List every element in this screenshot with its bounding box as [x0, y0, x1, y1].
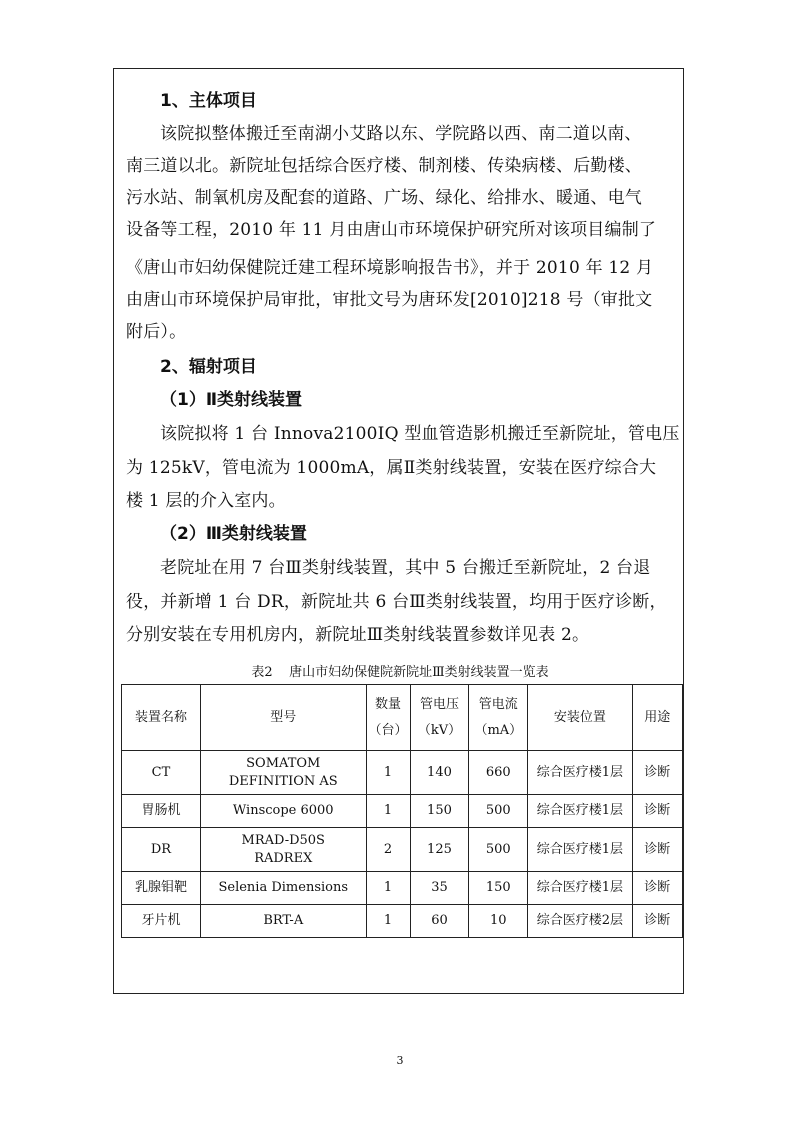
header-tube-current: 管电流 （mA） [469, 685, 528, 751]
cell-tube-current: 660 [469, 751, 528, 795]
cell-quantity: 1 [366, 905, 410, 938]
table-caption: 表2 唐山市妇幼保健院新院址Ⅲ类射线装置一览表 [251, 665, 549, 680]
cell-tube-voltage: 60 [410, 905, 469, 938]
cell-tube-voltage: 140 [410, 751, 469, 795]
cell-purpose: 诊断 [632, 751, 682, 795]
table-row [122, 872, 683, 905]
device-table [121, 684, 683, 938]
cell-purpose: 诊断 [632, 828, 682, 872]
paragraph-line: 《唐山市妇幼保健院迁建工程环境影响报告书》，并于 2010 年 12 月 [126, 258, 654, 278]
header-install-location: 安装位置 [528, 685, 632, 751]
paragraph-line: 污水站、制氧机房及配套的道路、广场、绿化、给排水、暖通、电气 [126, 188, 642, 208]
table-row [122, 751, 683, 795]
cell-install-location: 综合医疗楼1层 [528, 751, 632, 795]
page-number: 3 [396, 1054, 404, 1067]
cell-tube-voltage: 125 [410, 828, 469, 872]
cell-device-name: CT [122, 751, 201, 795]
subsection-heading-class2: （1）Ⅱ类射线装置 [160, 390, 303, 410]
cell-quantity: 1 [366, 872, 410, 905]
paragraph-line: 该院拟将 1 台 Innova2100IQ 型血管造影机搬迁至新院址，管电压 [160, 424, 680, 444]
paragraph-line: 该院拟整体搬迁至南湖小艾路以东、学院路以西、南二道以南、 [160, 124, 642, 144]
cell-quantity: 1 [366, 751, 410, 795]
cell-device-name: 牙片机 [122, 905, 201, 938]
cell-device-name: DR [122, 828, 201, 872]
paragraph-line: 老院址在用 7 台Ⅲ类射线装置，其中 5 台搬迁至新院址，2 台退 [160, 558, 651, 578]
paragraph-line: 南三道以北。新院址包括综合医疗楼、制剂楼、传染病楼、后勤楼、 [126, 156, 642, 176]
paragraph-line: 楼 1 层的介入室内。 [126, 491, 286, 511]
cell-install-location: 综合医疗楼1层 [528, 828, 632, 872]
cell-purpose: 诊断 [632, 795, 682, 828]
section-heading-radiation-project: 2、辐射项目 [160, 357, 257, 377]
table-row [122, 795, 683, 828]
cell-model: Selenia Dimensions [200, 872, 366, 905]
cell-tube-current: 500 [469, 828, 528, 872]
cell-device-name: 胃肠机 [122, 795, 201, 828]
section-heading-main-project: 1、主体项目 [160, 91, 257, 111]
table-row [122, 905, 683, 938]
cell-tube-current: 10 [469, 905, 528, 938]
cell-tube-voltage: 150 [410, 795, 469, 828]
cell-install-location: 综合医疗楼1层 [528, 795, 632, 828]
cell-model: BRT-A [200, 905, 366, 938]
paragraph-line: 分别安装在专用机房内，新院址Ⅲ类射线装置参数详见表 2。 [126, 625, 590, 645]
cell-tube-voltage: 35 [410, 872, 469, 905]
cell-purpose: 诊断 [632, 905, 682, 938]
cell-quantity: 1 [366, 795, 410, 828]
header-tube-voltage: 管电压 （kV） [410, 685, 469, 751]
table-row [122, 828, 683, 872]
cell-model: MRAD-D50S RADREX [200, 828, 366, 872]
cell-install-location: 综合医疗楼1层 [528, 872, 632, 905]
cell-model: Winscope 6000 [200, 795, 366, 828]
paragraph-line: 为 125kV，管电流为 1000mA，属Ⅱ类射线装置，安装在医疗综合大 [126, 458, 657, 478]
cell-tube-current: 500 [469, 795, 528, 828]
subsection-heading-class3: （2）Ⅲ类射线装置 [160, 524, 307, 544]
cell-model: SOMATOM DEFINITION AS [200, 751, 366, 795]
cell-quantity: 2 [366, 828, 410, 872]
paragraph-line: 设备等工程，2010 年 11 月由唐山市环境保护研究所对该项目编制了 [126, 220, 657, 240]
header-model: 型号 [200, 685, 366, 751]
table-header-row [122, 685, 683, 751]
header-purpose: 用途 [632, 685, 682, 751]
header-quantity: 数量 （台） [366, 685, 410, 751]
paragraph-line: 由唐山市环境保护局审批，审批文号为唐环发[2010]218 号（审批文 [126, 290, 653, 310]
cell-tube-current: 150 [469, 872, 528, 905]
cell-install-location: 综合医疗楼2层 [528, 905, 632, 938]
header-device-name: 装置名称 [122, 685, 201, 751]
paragraph-line: 役，并新增 1 台 DR，新院址共 6 台Ⅲ类射线装置，均用于医疗诊断， [126, 592, 667, 612]
cell-purpose: 诊断 [632, 872, 682, 905]
cell-device-name: 乳腺钼靶 [122, 872, 201, 905]
paragraph-line: 附后）。 [126, 322, 187, 342]
